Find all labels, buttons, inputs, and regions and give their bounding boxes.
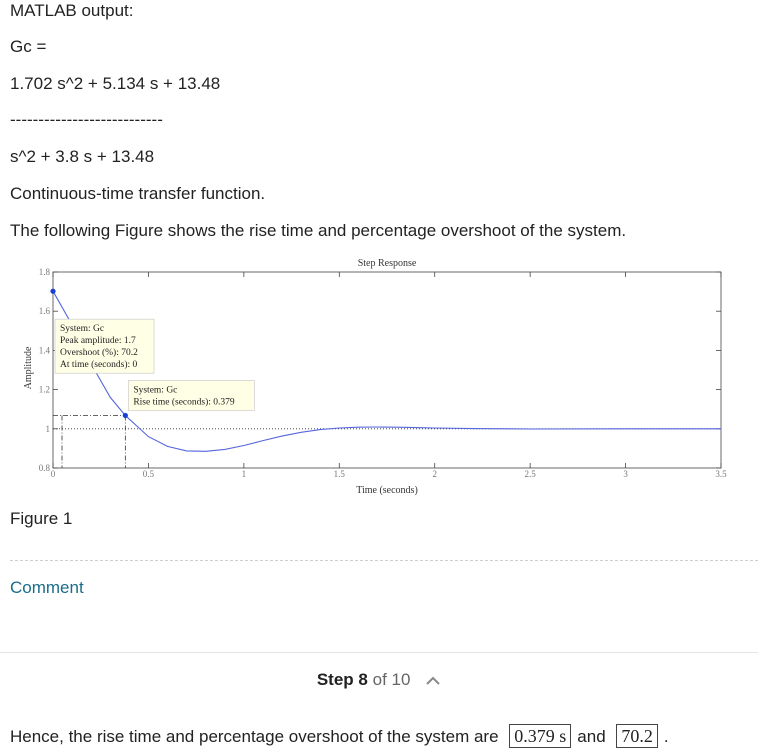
answer-suffix: . [663,727,669,746]
y-tick-label: 1.4 [38,345,50,356]
datatip-marker [50,289,55,294]
y-axis-label: Amplitude [23,346,34,390]
y-tick-label: 1.8 [38,267,50,277]
step-response-chart [0,252,740,502]
x-axis-label: Time (seconds) [356,485,418,496]
step-current: Step 8 [316,670,368,689]
tf-numerator: 1.702 s^2 + 5.134 s + 13.48 [10,74,221,93]
figure-intro: The following Figure shows the rise time and percentage overshoot of the system. [10,221,627,240]
x-tick-label: 3 [623,469,628,479]
answer-and: and [577,727,606,746]
gc-equals: Gc = [10,37,47,56]
datatip-text: Rise time (seconds): 0.379 [133,397,235,408]
answer-sentence [10,724,669,748]
chart-title: Step Response [357,258,417,269]
tf-type-label: Continuous-time transfer function. [10,184,266,203]
x-tick-label: 0.5 [142,469,155,479]
datatip-text: Peak amplitude: 1.7 [60,336,136,347]
x-tick-label: 1 [241,469,247,479]
datatip-text: System: Gc [60,324,105,335]
y-tick-label: 1.2 [38,384,50,395]
datatip-text: At time (seconds): 0 [60,360,138,371]
tf-denominator: s^2 + 3.8 s + 13.48 [10,147,155,166]
rise-time-answer-box: 0.379 s [509,724,571,748]
chevron-up-icon[interactable] [425,671,441,691]
figure-caption: Figure 1 [10,509,73,528]
step-divider [0,652,758,653]
y-tick-label: 0.8 [38,463,50,473]
overshoot-answer-box: 70.2 [616,724,658,748]
x-tick-label: 1.5 [333,469,345,479]
step-indicator[interactable] [0,670,758,691]
comment-link[interactable]: Comment [10,578,84,597]
matlab-output-label: MATLAB output: [10,1,134,20]
answer-prefix: Hence, the rise time and percentage overshoot of the system are [10,727,499,746]
x-tick-label: 3.5 [715,469,727,479]
datatip-marker [123,413,128,418]
x-tick-label: 2.5 [524,469,536,479]
section-divider [10,560,758,561]
step-total: of 10 [372,670,411,689]
x-tick-label: 0 [50,469,56,479]
datatip-text: System: Gc [133,385,178,396]
datatip-text: Overshoot (%): 70.2 [60,348,138,359]
y-tick-label: 1.6 [38,306,50,317]
x-tick-label: 2 [432,469,437,479]
y-tick-label: 1 [45,423,50,434]
tf-fraction-bar: --------------------------- [10,110,163,129]
